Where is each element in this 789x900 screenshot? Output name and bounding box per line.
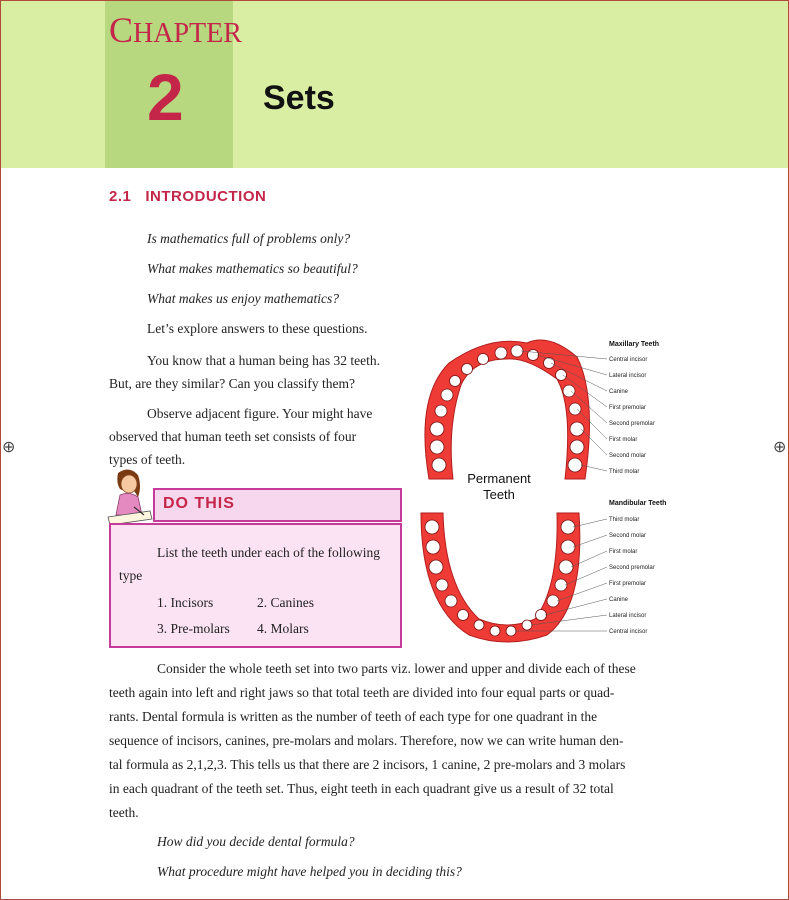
do-this-item-2: 2. Canines bbox=[257, 595, 314, 610]
do-this-title: DO THIS bbox=[163, 495, 235, 512]
chapter-number: 2 bbox=[147, 60, 184, 134]
maxillary-label: First molar bbox=[609, 437, 638, 443]
upper-jaw-arch bbox=[425, 340, 590, 479]
maxillary-label: First premolar bbox=[609, 405, 647, 411]
mandibular-label: Second molar bbox=[609, 533, 647, 539]
body-line-6: in each quadrant of the teeth set. Thus, eight teeth in each quadrant give us a result of 32 total bbox=[109, 781, 614, 796]
figure-center-label-1: Permanent bbox=[467, 471, 531, 486]
maxillary-label: Canine bbox=[609, 389, 629, 395]
section-heading bbox=[109, 188, 266, 205]
mandibular-heading: Mandibular Teeth bbox=[609, 500, 667, 507]
maxillary-label: Lateral incisor bbox=[609, 373, 647, 379]
girl-writing-illustration bbox=[104, 467, 154, 529]
do-this-header-box bbox=[153, 488, 402, 522]
registration-mark-left-icon: ⊕ bbox=[2, 439, 16, 456]
mandibular-label: First premolar bbox=[609, 581, 647, 587]
maxillary-label: Second premolar bbox=[609, 421, 655, 427]
mandibular-label: Central incisor bbox=[609, 629, 648, 635]
body-line-3: rants. Dental formula is written as the number of teeth of each type for one quadrant in the bbox=[109, 709, 598, 724]
lower-jaw-arch bbox=[421, 513, 580, 642]
question-line-3: What makes us enjoy mathematics? bbox=[147, 291, 339, 306]
body-line-4: sequence of incisors, canines, pre-molars and molars. Therefore, now we can write human den- bbox=[109, 733, 624, 748]
chapter-title: Sets bbox=[263, 79, 335, 117]
do-this-item-3: 3. Pre-molars bbox=[157, 621, 230, 636]
body-line-5: tal formula as 2,1,2,3. This tells us that there are 2 incisors, 1 canine, 2 pre-molars and 3 molars bbox=[109, 757, 626, 772]
figure-center-label-2: Teeth bbox=[483, 487, 515, 502]
question-bottom-2: What procedure might have helped you in deciding this? bbox=[157, 864, 462, 879]
para-teeth-line-1: You know that a human being has 32 teeth. bbox=[147, 353, 380, 368]
question-line-1: Is mathematics full of problems only? bbox=[147, 231, 351, 246]
chapter-word: CHAPTER bbox=[109, 10, 242, 50]
section-title: INTRODUCTION bbox=[145, 188, 267, 205]
permanent-teeth-figure bbox=[409, 337, 694, 645]
maxillary-label: Central incisor bbox=[609, 357, 648, 363]
para-observe-line-1: Observe adjacent figure. Your might have bbox=[147, 406, 373, 421]
para-explore: Let’s explore answers to these questions. bbox=[147, 321, 368, 336]
mandibular-label: Third molar bbox=[609, 517, 640, 523]
do-this-item-1: 1. Incisors bbox=[157, 595, 214, 610]
mandibular-label: Lateral incisor bbox=[609, 613, 647, 619]
maxillary-label: Third molar bbox=[609, 469, 640, 475]
maxillary-label: Second molar bbox=[609, 453, 647, 459]
para-teeth-line-2: But, are they similar? Can you classify them? bbox=[109, 376, 355, 391]
para-observe-line-3: types of teeth. bbox=[109, 452, 186, 467]
do-this-item-4: 4. Molars bbox=[257, 621, 309, 636]
mandibular-label: Second premolar bbox=[609, 565, 655, 571]
do-this-instruction-2: type bbox=[119, 568, 143, 583]
question-line-2: What makes mathematics so beautiful? bbox=[147, 261, 358, 276]
mandibular-label: First molar bbox=[609, 549, 638, 555]
do-this-instruction-1: List the teeth under each of the following bbox=[157, 545, 381, 560]
body-line-1: Consider the whole teeth set into two parts viz. lower and upper and divide each of these bbox=[157, 661, 636, 676]
maxillary-heading: Maxillary Teeth bbox=[609, 341, 660, 348]
body-line-7: teeth. bbox=[109, 805, 139, 820]
section-number: 2.1 bbox=[109, 188, 132, 205]
para-observe-line-2: observed that human teeth set consists of four bbox=[109, 429, 357, 444]
body-line-2: teeth again into left and right jaws so that total teeth are divided into four equal parts or quad- bbox=[109, 685, 615, 700]
question-bottom-1: How did you decide dental formula? bbox=[157, 834, 355, 849]
registration-mark-right-icon: ⊕ bbox=[773, 439, 787, 456]
mandibular-label: Canine bbox=[609, 597, 629, 603]
